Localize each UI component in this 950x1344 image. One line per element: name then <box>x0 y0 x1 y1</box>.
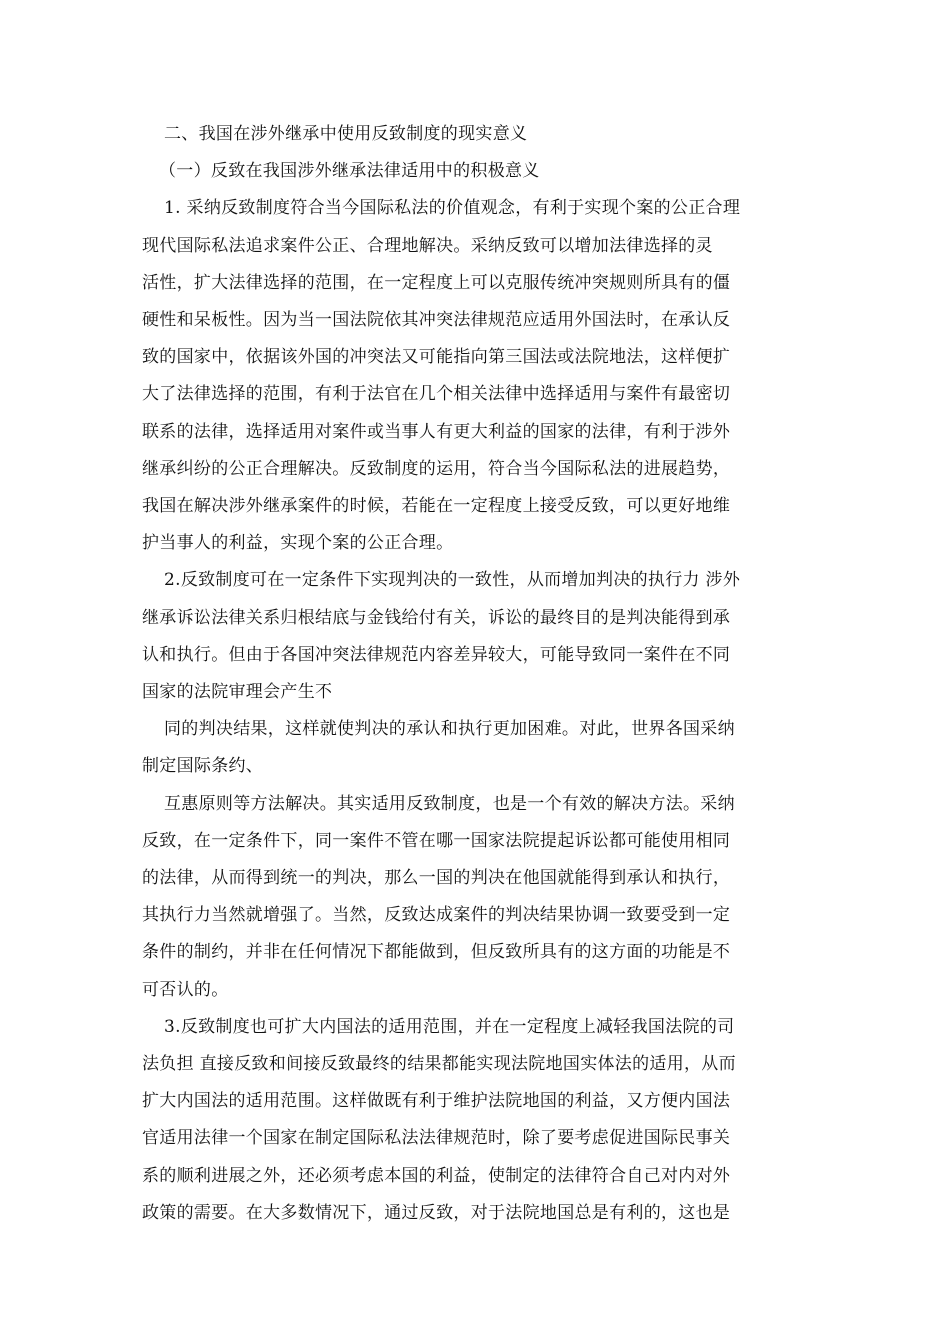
text-line: 致的国家中，依据该外国的冲突法又可能指向第三国法或法院地法，这样便扩 <box>142 347 731 368</box>
text-line: 的法律，从而得到统一的判决，那么一国的判决在他国就能得到承认和执行， <box>142 868 731 889</box>
text-line: 官适用法律一个国家在制定国际私法法律规范时，除了要考虑促进国际民事关 <box>142 1128 731 1149</box>
text-line: 同的判决结果，这样就使判决的承认和执行更加困难。对此，世界各国采纳 <box>164 719 735 740</box>
text-line: 互惠原则等方法解决。其实适用反致制度，也是一个有效的解决方法。采纳 <box>164 793 735 814</box>
text-line: 条件的制约，并非在任何情况下都能做到，但反致所具有的这方面的功能是不 <box>142 942 731 963</box>
text-line: 我国在解决涉外继承案件的时候，若能在一定程度上接受反致，可以更好地维 <box>142 496 731 517</box>
text-line: 可否认的。 <box>142 979 229 1000</box>
text-line: 硬性和呆板性。因为当一国法院依其冲突法律规范应适用外国法时，在承认反 <box>142 310 731 331</box>
point-2-heading: 2.反致制度可在一定条件下实现判决的一致性，从而增加判决的执行力 涉外 <box>164 570 741 591</box>
text-line: 系的顺利进展之外，还必须考虑本国的利益，使制定的法律符合自己对内对外 <box>142 1165 731 1186</box>
text-line: 活性，扩大法律选择的范围，在一定程度上可以克服传统冲突规则所具有的僵 <box>142 272 731 293</box>
text-line: 继承诉讼法律关系归根结底与金钱给付有关，诉讼的最终目的是判决能得到承 <box>142 607 731 628</box>
text-line: 制定国际条约、 <box>142 756 264 777</box>
text-line: 联系的法律，选择适用对案件或当事人有更大利益的国家的法律，有利于涉外 <box>142 421 731 442</box>
text-line: 护当事人的利益，实现个案的公正合理。 <box>142 533 454 554</box>
text-line: 法负担 直接反致和间接反致最终的结果都能实现法院地国实体法的适用，从而 <box>142 1054 736 1075</box>
text-line: 反致，在一定条件下，同一案件不管在哪一国家法院提起诉讼都可能使用相同 <box>142 830 731 851</box>
text-line: 政策的需要。在大多数情况下，通过反致，对于法院地国总是有利的，这也是 <box>142 1202 731 1223</box>
text-line: 大了法律选择的范围，有利于法官在几个相关法律中选择适用与案件有最密切 <box>142 384 731 405</box>
text-line: 认和执行。但由于各国冲突法律规范内容差异较大，可能导致同一案件在不同 <box>142 644 731 665</box>
text-line: 扩大内国法的适用范围。这样做既有利于维护法院地国的利益，又方便内国法 <box>142 1091 731 1112</box>
point-3-heading: 3.反致制度也可扩大内国法的适用范围，并在一定程度上减轻我国法院的司 <box>164 1016 735 1037</box>
section-heading: 二、我国在涉外继承中使用反致制度的现实意义 <box>164 124 528 144</box>
text-line: 其执行力当然就增强了。当然，反致达成案件的判决结果协调一致要受到一定 <box>142 905 731 926</box>
document-body <box>142 116 808 1232</box>
point-1-heading: 1. 采纳反致制度符合当今国际私法的价值观念，有利于实现个案的公正合理 <box>164 198 741 219</box>
text-line: 继承纠纷的公正合理解决。反致制度的运用，符合当今国际私法的进展趋势， <box>142 458 731 479</box>
text-line: 国家的法院审理会产生不 <box>142 682 333 703</box>
text-line: 现代国际私法追求案件公正、合理地解决。采纳反致可以增加法律选择的灵 <box>142 235 713 256</box>
subsection-heading: （一）反致在我国涉外继承法律适用中的积极意义 <box>159 161 540 182</box>
